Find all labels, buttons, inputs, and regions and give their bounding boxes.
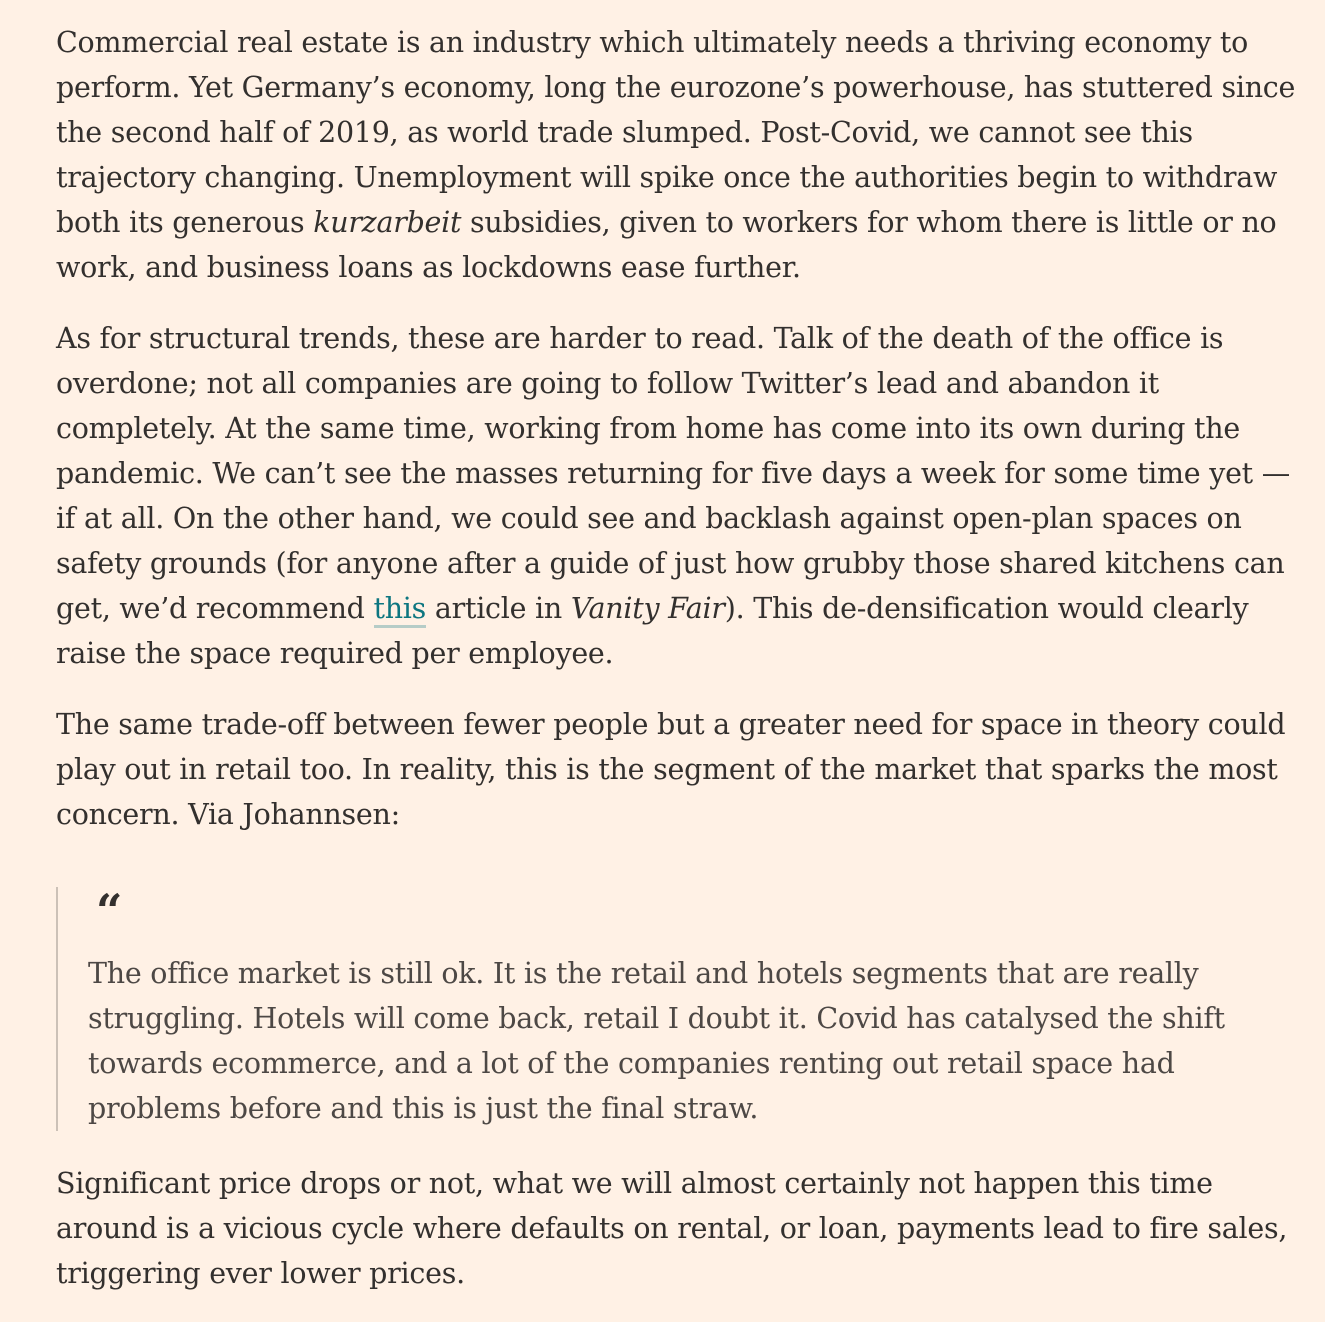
paragraph-structural-text-middle: article in bbox=[426, 592, 571, 625]
paragraph-structural-text-end: ). This de-densification would clearly raise the space required per employee. bbox=[56, 592, 1249, 670]
paragraph-conclusion: Significant price drops or not, what we will almost certainly not happen this time around is a vicious cycle where defaults on rental, or loan, payments lead to fire sales, triggering ever lower prices. bbox=[56, 1167, 1288, 1290]
paragraph-retail: The same trade-off between fewer people but a greater need for space in theory could play out in retail too. In reality, this is the segment of the market that sparks the most concern. Via Johannsen: bbox=[56, 708, 1286, 831]
paragraph-structural-text: As for structural trends, these are harder to read. Talk of the death of the office is overdone; not all companies are going to follow Twitter’s lead and abandon it completely. At the same time, working from home has come into its own during the pandemic. We can’t see the masses returning for five days a week for some time yet — if at all. On the other hand, we could see and backlash against open-plan spaces on safety grounds (for anyone after a guide of just how grubby those shared kitchens can get, we’d recommend bbox=[56, 322, 1290, 625]
paragraph-economy-text-end: subsidies, given to workers for whom there is little or no work, and business loans as lockdowns ease further. bbox=[56, 206, 1277, 284]
vanity-fair-article-link[interactable]: this bbox=[374, 592, 427, 628]
quote-text: The office market is still ok. It is the retail and hotels segments that are really struggling. Hotels will come back, retail I doubt it. Covid has catalysed the shift towards ecommerce, and a lot of the companies renting out retail space had problems before and this is just the final straw. bbox=[88, 957, 1225, 1125]
paragraph-structural-trends bbox=[56, 316, 1296, 676]
kurzarbeit-term: kurzarbeit bbox=[313, 206, 462, 239]
paragraph-economy-text: Commercial real estate is an industry which ultimately needs a thriving economy to perform. Yet Germany’s economy, long the eurozone’s powerhouse, has stuttered since the second half of 2019, as world trade slumped. Post-Covid, we cannot see this trajectory changing. Unemployment will spike once the authorities begin to withdraw both its generous bbox=[56, 26, 1296, 239]
paragraph-economy bbox=[56, 20, 1296, 290]
johannsen-quote bbox=[56, 884, 1296, 1131]
article-body bbox=[56, 20, 1296, 1322]
publication-name: Vanity Fair bbox=[570, 592, 725, 625]
quotation-mark-icon: “ bbox=[96, 884, 123, 938]
